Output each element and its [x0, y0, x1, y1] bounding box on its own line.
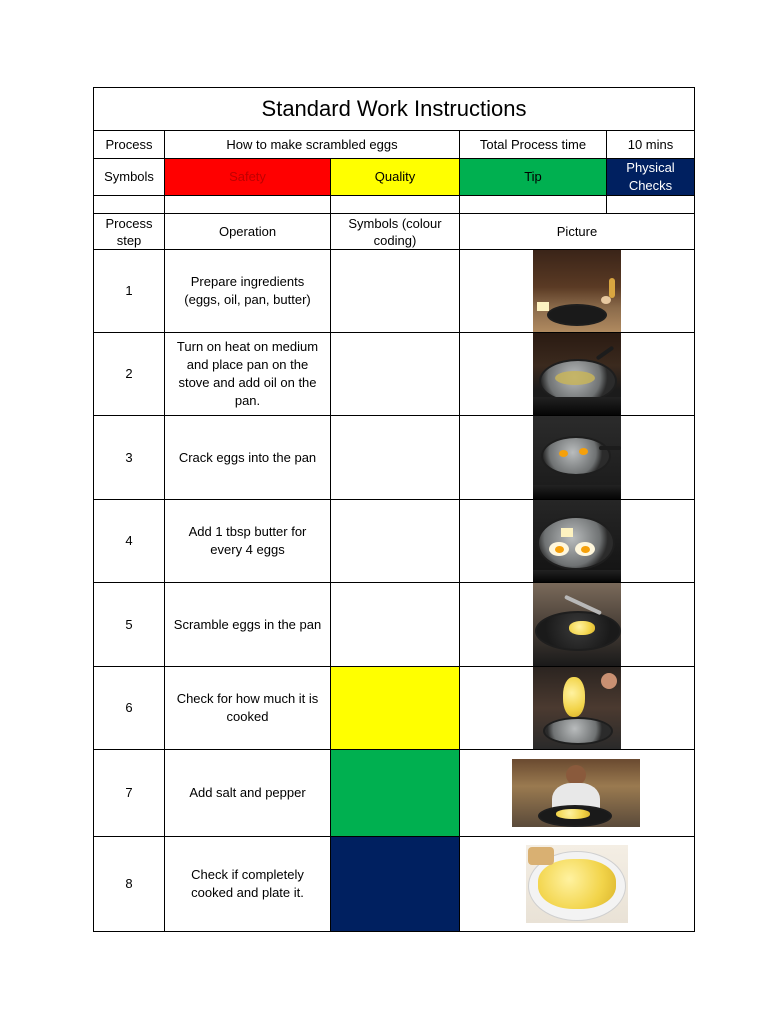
- process-label: Process: [94, 131, 165, 159]
- blank-cell: [165, 196, 331, 214]
- step-number: 5: [94, 583, 165, 667]
- blank-cell: [331, 196, 460, 214]
- col-header-symbols: Symbols (colour coding): [331, 214, 460, 250]
- pan-with-oil-on-stove-icon: [533, 333, 621, 415]
- symbol-safety: Safety: [165, 159, 331, 196]
- total-time-label: Total Process time: [460, 131, 607, 159]
- step-row: [94, 333, 695, 416]
- step-symbol-colour: [331, 333, 460, 416]
- chef-seasoning-eggs-icon: [512, 759, 640, 827]
- step-symbol-colour: [331, 750, 460, 837]
- step-number: 2: [94, 333, 165, 416]
- step-number: 1: [94, 250, 165, 333]
- blank-cell: [460, 196, 607, 214]
- step-operation: Scramble eggs in the pan: [165, 583, 331, 667]
- lifting-cooked-eggs-icon: [533, 667, 621, 749]
- step-operation: Add salt and pepper: [165, 750, 331, 837]
- step-operation: Check if completely cooked and plate it.: [165, 837, 331, 932]
- step-symbol-colour: [331, 250, 460, 333]
- step-picture-cell: [460, 837, 695, 932]
- step-row: [94, 416, 695, 500]
- step-picture-cell: [460, 750, 695, 837]
- step-symbol-colour: [331, 583, 460, 667]
- step-symbol-colour: [331, 500, 460, 583]
- symbol-tip: Tip: [460, 159, 607, 196]
- work-instructions-sheet: [93, 87, 694, 932]
- step-symbol-colour: [331, 667, 460, 750]
- total-time-value: 10 mins: [607, 131, 695, 159]
- step-operation: Check for how much it is cooked: [165, 667, 331, 750]
- step-number: 4: [94, 500, 165, 583]
- step-number: 7: [94, 750, 165, 837]
- step-picture-cell: [460, 416, 695, 500]
- col-header-step: Process step: [94, 214, 165, 250]
- instructions-table: [93, 87, 695, 932]
- step-operation: Turn on heat on medium and place pan on the stove and add oil on the pan.: [165, 333, 331, 416]
- step-number: 8: [94, 837, 165, 932]
- col-header-picture: Picture: [460, 214, 695, 250]
- symbol-physical-checks: Physical Checks: [607, 159, 695, 196]
- scrambling-eggs-icon: [533, 583, 621, 666]
- step-operation: Prepare ingredients (eggs, oil, pan, butter): [165, 250, 331, 333]
- step-row: [94, 667, 695, 750]
- process-value: How to make scrambled eggs: [165, 131, 460, 159]
- step-row: [94, 583, 695, 667]
- step-row: [94, 837, 695, 932]
- step-picture-cell: [460, 583, 695, 667]
- col-header-operation: Operation: [165, 214, 331, 250]
- step-symbol-colour: [331, 416, 460, 500]
- step-picture-cell: [460, 250, 695, 333]
- step-operation: Add 1 tbsp butter for every 4 eggs: [165, 500, 331, 583]
- ingredients-on-counter-icon: [533, 250, 621, 332]
- plated-scrambled-eggs-icon: [526, 845, 628, 923]
- symbols-label: Symbols: [94, 159, 165, 196]
- step-picture-cell: [460, 500, 695, 583]
- step-row: [94, 750, 695, 837]
- step-row: [94, 250, 695, 333]
- step-picture-cell: [460, 667, 695, 750]
- symbol-quality: Quality: [331, 159, 460, 196]
- page-title: Standard Work Instructions: [94, 88, 695, 131]
- butter-and-eggs-in-pan-icon: [533, 500, 621, 582]
- eggs-in-pan-icon: [533, 416, 621, 499]
- step-picture-cell: [460, 333, 695, 416]
- blank-cell: [94, 196, 165, 214]
- step-number: 6: [94, 667, 165, 750]
- step-symbol-colour: [331, 837, 460, 932]
- step-operation: Crack eggs into the pan: [165, 416, 331, 500]
- blank-cell: [607, 196, 695, 214]
- step-number: 3: [94, 416, 165, 500]
- step-row: [94, 500, 695, 583]
